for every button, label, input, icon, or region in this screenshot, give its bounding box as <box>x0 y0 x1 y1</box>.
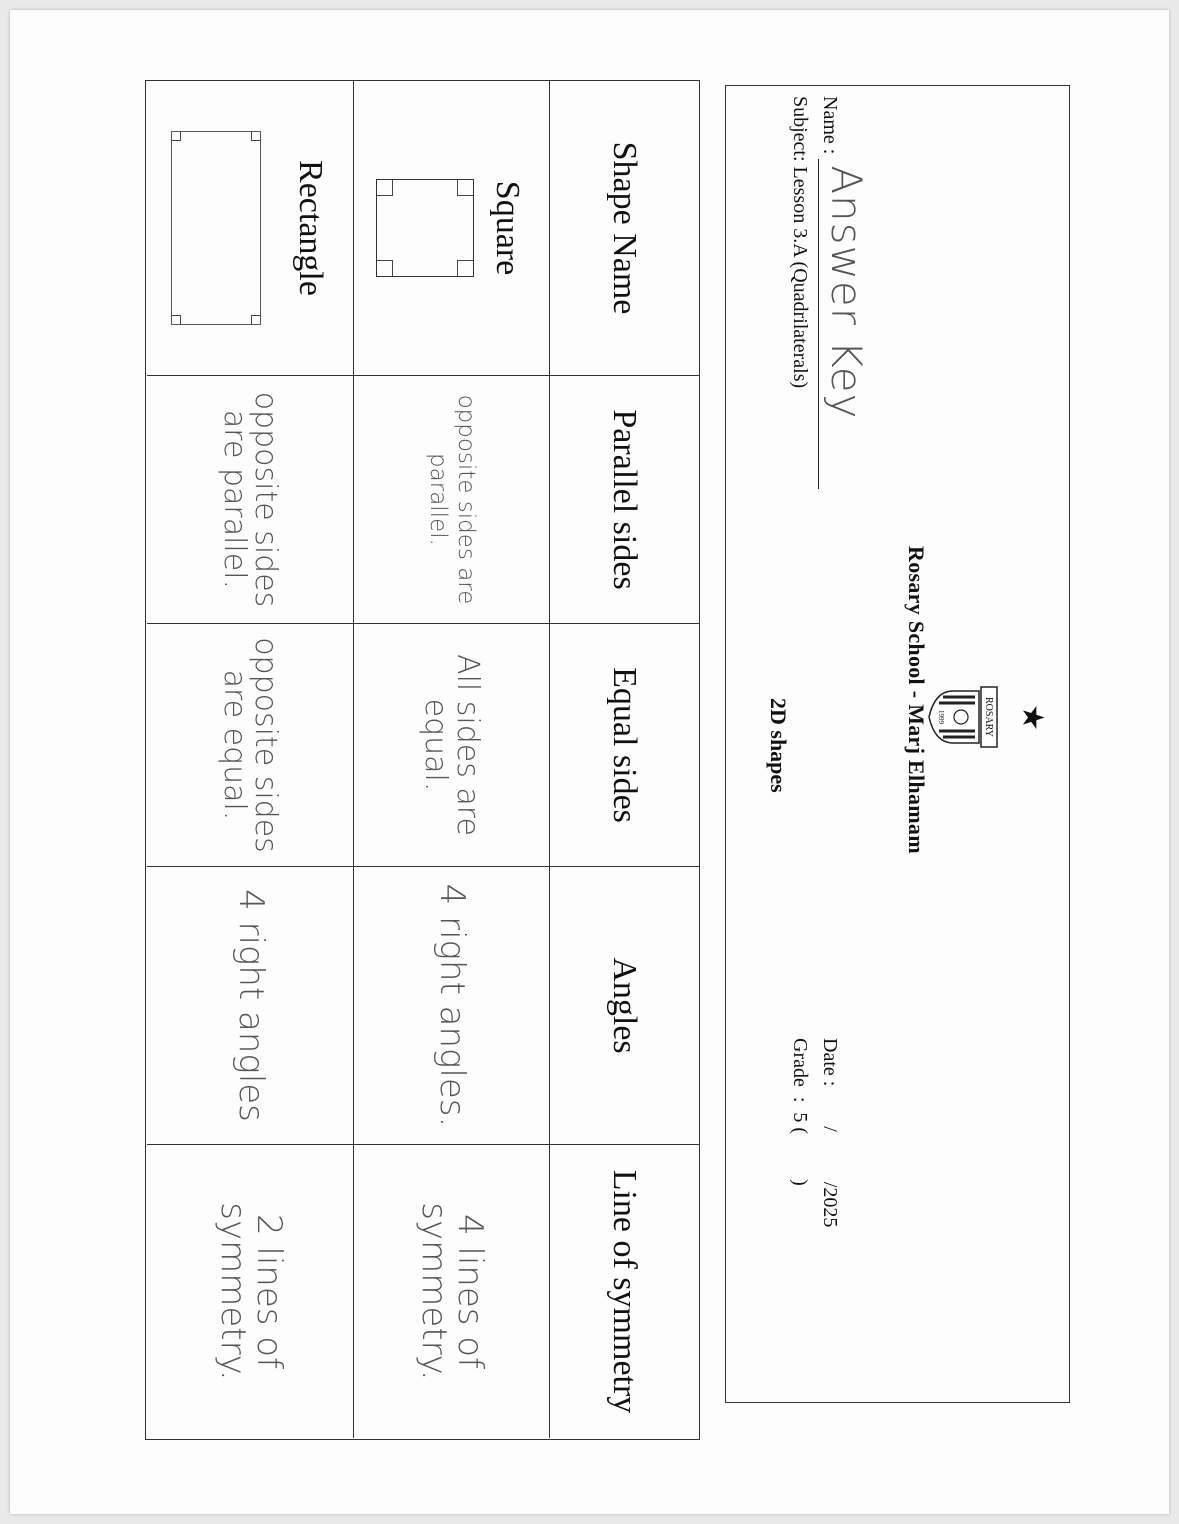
rectangle-label: Rectangle <box>292 160 329 296</box>
square-angles-answer: 4 right angles. <box>353 867 549 1145</box>
document-title: 2D shapes <box>766 698 791 793</box>
square-label: Square <box>489 180 527 276</box>
star-icon: ★ <box>1016 704 1049 731</box>
square-symmetry-answer: 4 lines of symmetry. <box>353 1145 549 1438</box>
square-equal-answer: All sides are equal. <box>353 624 549 867</box>
rotated-worksheet <box>70 80 1070 1440</box>
worksheet-page <box>10 10 1169 1514</box>
header-box <box>725 85 1070 1403</box>
name-underline <box>818 159 871 489</box>
name-field <box>818 96 871 489</box>
header-parallel-sides: Parallel sides <box>549 376 699 624</box>
subject-value: Lesson 3.A (Quadrilaterals) <box>789 166 811 389</box>
rectangle-symmetry-answer: 2 lines of symmetry. <box>213 1202 289 1381</box>
subject-field <box>788 96 811 388</box>
rectangle-shape-cell <box>147 81 353 376</box>
rectangle-parallel-answer: opposite sides are parallel. <box>147 376 353 624</box>
svg-text:ROSARY: ROSARY <box>983 696 994 738</box>
square-icon <box>377 179 475 277</box>
school-name: Rosary School - Marj Elhamam <box>904 546 929 854</box>
rectangle-angles-answer: 4 right angles <box>147 867 353 1145</box>
shapes-table <box>145 80 700 1440</box>
date-field: Date : / /2025 <box>819 1038 841 1228</box>
header-angles: Angles <box>549 867 699 1145</box>
rectangle-equal-answer: opposite sides are equal. <box>147 624 353 867</box>
square-parallel-answer: opposite sides are parallel. <box>353 376 549 624</box>
square-shape-cell <box>353 81 549 376</box>
header-line-of-symmetry: Line of symmetry <box>549 1145 699 1438</box>
header-equal-sides: Equal sides <box>549 624 699 867</box>
grade-field: Grade : 5 ( ) <box>789 1038 811 1186</box>
name-label: Name : <box>819 96 841 155</box>
school-logo <box>927 681 999 753</box>
rectangle-icon <box>171 131 261 325</box>
subject-label: Subject: <box>789 96 811 162</box>
name-handwritten: Answer Key <box>822 165 871 420</box>
header-shape-name: Shape Name <box>549 81 699 376</box>
svg-text:1999: 1999 <box>937 710 945 724</box>
